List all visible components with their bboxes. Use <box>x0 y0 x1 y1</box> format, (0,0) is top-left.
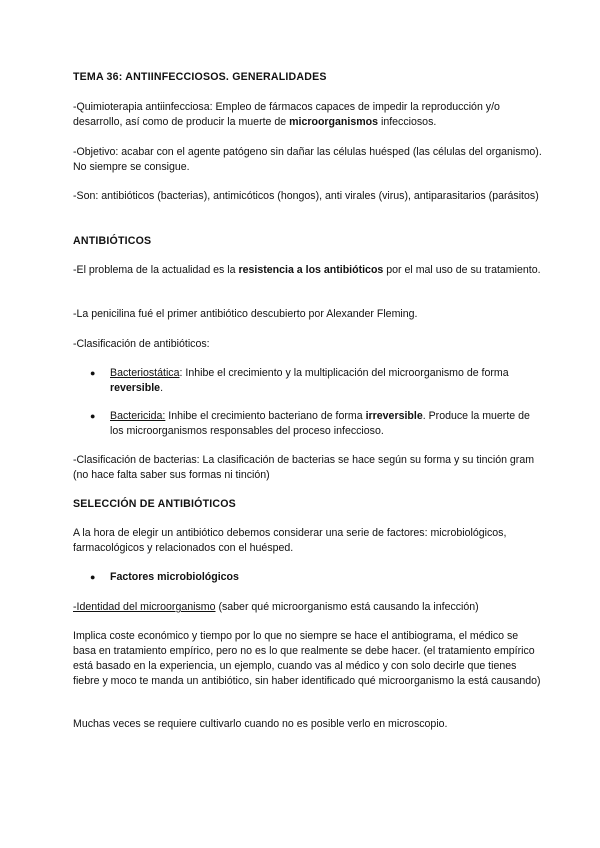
bullet-icon: ● <box>90 572 96 582</box>
list-item-text <box>110 366 543 396</box>
bold-text: irreversible <box>365 410 423 422</box>
bold-text: resistencia a los antibióticos <box>238 264 384 276</box>
list-item-bacteriostatica <box>90 366 543 396</box>
paragraph-clasificacion-bacterias: -Clasificación de bacterias: La clasificación de bacterias se hace según su forma y su tinción gram (no hace falta saber sus formas ni tinción) <box>73 454 535 481</box>
text: (saber qué microorganismo está causando la infección) <box>215 601 479 613</box>
paragraph-objetivo: -Objetivo: acabar con el agente patógeno sin dañar las células huésped (las células del organismo). No siempre se consigue. <box>73 146 542 173</box>
underlined-term: Bacteriostática <box>110 367 180 379</box>
underlined-term: -Identidad del microorganismo <box>73 601 216 613</box>
text: -El problema de la actualidad es la <box>73 264 239 276</box>
paragraph-identidad <box>73 600 543 615</box>
list-item-bactericida <box>90 409 543 439</box>
text: infecciosos. <box>378 116 437 128</box>
text: -Quimioterapia antiinfecciosa: Empleo de fármacos capaces de impedir la reproducción y/o desarrollo, así como de producir la muerte de <box>73 101 500 128</box>
text: . Produce la muerte de los microorganismos responsables del proceso infeccioso. <box>110 410 530 437</box>
paragraph-muchas-veces: Muchas veces se requiere cultivarlo cuando no es posible verlo en microscopio. <box>73 718 448 730</box>
paragraph-problema <box>73 263 543 278</box>
bold-text: microorganismos <box>289 116 379 128</box>
paragraph-clasificacion: -Clasificación de antibióticos: <box>73 338 210 350</box>
text: Inhibe el crecimiento bacteriano de forma <box>165 410 366 422</box>
paragraph-son: -Son: antibióticos (bacterias), antimicóticos (hongos), anti virales (virus), antiparasitarios (parásitos) <box>73 190 539 202</box>
paragraph-implica: Implica coste económico y tiempo por lo que no siempre se hace el antibiograma, el médico se basa en tratamiento empírico, pero no es lo que realmente se debe hacer. (el tratamiento empírico está basado en la experiencia, un ejemplo, cuando vas al médico y con solo decirle que tienes fiebre y moco te manda un antibiótico, sin haber identificado qué microorganismo la está causando) <box>73 630 541 687</box>
bullet-icon: ● <box>90 411 96 421</box>
list-item-text <box>110 409 543 439</box>
heading-antibioticos: ANTIBIÓTICOS <box>73 235 152 247</box>
paragraph-quimioterapia <box>73 100 543 130</box>
bullet-icon: ● <box>90 368 96 378</box>
list-item-factores <box>90 570 543 585</box>
paragraph-a-la-hora: A la hora de elegir un antibiótico debemos considerar una serie de factores: microbiológicos, farmacológicos y relacionados con el huésped. <box>73 527 507 554</box>
bold-text: Factores microbiológicos <box>110 571 239 583</box>
text: . <box>160 382 164 394</box>
list-item-text <box>110 570 543 585</box>
text: por el mal uso de su tratamiento. <box>383 264 541 276</box>
text: : Inhibe el crecimiento y la multiplicación del microorganismo de forma <box>179 367 509 379</box>
underlined-term: Bactericida: <box>110 410 166 422</box>
heading-seleccion: SELECCIÓN DE ANTIBIÓTICOS <box>73 498 236 510</box>
paragraph-penicilina: -La penicilina fué el primer antibiótico descubierto por Alexander Fleming. <box>73 308 418 320</box>
bold-text: reversible <box>110 382 161 394</box>
document-title: TEMA 36: ANTIINFECCIOSOS. GENERALIDADES <box>73 71 327 83</box>
